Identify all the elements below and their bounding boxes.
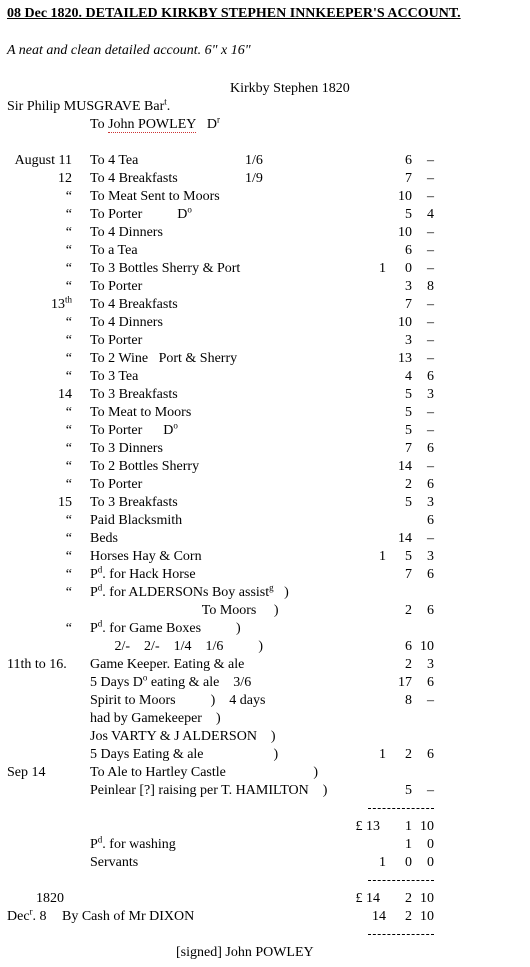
row-pounds: 1 bbox=[379, 747, 386, 762]
row-date: 12 bbox=[58, 171, 72, 186]
row-description: Game Keeper. Eating & ale bbox=[90, 657, 245, 672]
row-pence: – bbox=[427, 423, 434, 438]
row-description: Peinlear [?] raising per T. HAMILTON ) bbox=[90, 783, 328, 798]
row-date: “ bbox=[65, 351, 72, 366]
debtor-sup: t bbox=[164, 96, 167, 107]
subtotal-pounds: £ 13 bbox=[355, 819, 380, 834]
row-shillings: 10 bbox=[398, 315, 412, 330]
row-date: “ bbox=[65, 549, 72, 564]
extra-servants-pence: 0 bbox=[427, 855, 434, 870]
row-pence: 8 bbox=[427, 279, 434, 294]
creditor-line bbox=[90, 116, 220, 134]
row-pence: 6 bbox=[427, 477, 434, 492]
row-description: $P^d$. for ALDERSONs Boy assist$^g$ ) bbox=[90, 582, 289, 600]
creditor-prefix: To bbox=[90, 117, 109, 132]
total-year: 1820 bbox=[36, 891, 64, 906]
payment-date: Dec$^r$. 8 bbox=[7, 906, 47, 924]
row-pence: – bbox=[427, 693, 434, 708]
total-shillings: 2 bbox=[405, 891, 412, 906]
row-description: To 3 Breakfasts bbox=[90, 495, 178, 510]
row-date: “ bbox=[65, 279, 72, 294]
row-shillings: 2 bbox=[405, 747, 412, 762]
row-date: “ bbox=[65, 567, 72, 582]
row-pence: 6 bbox=[427, 513, 434, 528]
row-shillings: 5 bbox=[405, 549, 412, 564]
row-shillings: 2 bbox=[405, 477, 412, 492]
row-description: To Porter bbox=[90, 333, 143, 348]
row-description: Beds bbox=[90, 531, 118, 546]
row-date: 13th bbox=[50, 294, 72, 312]
row-pence: – bbox=[427, 171, 434, 186]
row-date: “ bbox=[65, 405, 72, 420]
row-pounds: 1 bbox=[379, 549, 386, 564]
row-date: “ bbox=[65, 189, 72, 204]
row-pence: – bbox=[427, 297, 434, 312]
subtotal-shillings: 1 bbox=[405, 819, 412, 834]
row-shillings: 7 bbox=[405, 171, 412, 186]
row-shillings: 2 bbox=[405, 603, 412, 618]
row-pence: – bbox=[427, 243, 434, 258]
row-pence: 3 bbox=[427, 387, 434, 402]
row-pence: 6 bbox=[427, 369, 434, 384]
row-description: To Ale to Hartley Castle ) bbox=[90, 765, 319, 780]
subtotal-pence: 10 bbox=[420, 819, 434, 834]
row-shillings: 14 bbox=[398, 531, 412, 546]
row-date: 14 bbox=[58, 387, 72, 402]
row-shillings: 6 bbox=[405, 243, 412, 258]
row-description: To Meat to Moors bbox=[90, 405, 192, 420]
row-date: “ bbox=[65, 585, 72, 600]
row-date: “ bbox=[65, 225, 72, 240]
row-shillings: 3 bbox=[405, 333, 412, 348]
row-date: “ bbox=[65, 441, 72, 456]
row-date: “ bbox=[65, 459, 72, 474]
row-description: To Porter $D^o$ bbox=[90, 420, 178, 438]
debtor-line bbox=[7, 98, 170, 116]
total-pence: 10 bbox=[420, 891, 434, 906]
row-date: August 11 bbox=[14, 153, 72, 168]
payment-pounds: 14 bbox=[372, 909, 386, 924]
debtor-end: . bbox=[166, 99, 171, 114]
row-pence: – bbox=[427, 315, 434, 330]
rule-1 bbox=[368, 808, 434, 809]
row-shillings: 5 bbox=[405, 207, 412, 222]
debtor-name: Sir Philip MUSGRAVE Bar bbox=[7, 99, 165, 114]
extra-washing: $P^d$. for washing bbox=[90, 834, 176, 852]
signature: [signed] John POWLEY bbox=[176, 945, 314, 960]
row-pence: 3 bbox=[427, 549, 434, 564]
creditor-name: John POWLEY bbox=[108, 117, 197, 132]
row-date: 15 bbox=[58, 495, 72, 510]
row-description: Jos VARTY & J ALDERSON ) bbox=[90, 729, 276, 744]
total-pounds: £ 14 bbox=[355, 891, 380, 906]
row-description: To 3 Tea bbox=[90, 369, 139, 384]
row-pence: 6 bbox=[427, 675, 434, 690]
row-description: Paid Blacksmith bbox=[90, 513, 183, 528]
row-pence: 3 bbox=[427, 495, 434, 510]
row-pounds: 1 bbox=[379, 261, 386, 276]
row-description: To 4 Dinners bbox=[90, 225, 163, 240]
payment-shillings: 2 bbox=[405, 909, 412, 924]
row-date: “ bbox=[65, 207, 72, 222]
creditor-dr: D bbox=[206, 117, 217, 132]
row-pence: 3 bbox=[427, 657, 434, 672]
row-description: $P^d$. for Hack Horse bbox=[90, 564, 196, 582]
row-pence: 6 bbox=[427, 747, 434, 762]
row-description: Spirit to Moors ) 4 days bbox=[90, 693, 266, 708]
row-date: “ bbox=[65, 243, 72, 258]
row-description: To Moors ) bbox=[90, 603, 279, 618]
row-description: To Porter bbox=[90, 477, 143, 492]
row-pence: 4 bbox=[427, 207, 434, 222]
row-pence: – bbox=[427, 351, 434, 366]
row-description: To 4 Dinners bbox=[90, 315, 163, 330]
row-date: “ bbox=[65, 477, 72, 492]
row-description: To 2 Bottles Sherry bbox=[90, 459, 200, 474]
row-pence: – bbox=[427, 333, 434, 348]
row-shillings: 7 bbox=[405, 567, 412, 582]
row-pence: – bbox=[427, 405, 434, 420]
row-pence: 10 bbox=[420, 639, 434, 654]
row-description: 5 Days Eating & ale ) bbox=[90, 747, 279, 762]
row-date: “ bbox=[65, 621, 72, 636]
row-shillings: 5 bbox=[405, 783, 412, 798]
row-shillings: 6 bbox=[405, 639, 412, 654]
row-pence: – bbox=[427, 459, 434, 474]
extra-servants-shillings: 0 bbox=[405, 855, 412, 870]
row-shillings: 5 bbox=[405, 423, 412, 438]
page-title: 08 Dec 1820. DETAILED KIRKBY STEPHEN INNKEEPER'S ACCOUNT. bbox=[7, 6, 461, 21]
row-date: 11th to 16. bbox=[7, 657, 67, 672]
extra-washing-shillings: 1 bbox=[405, 837, 412, 852]
row-description: $P^d$. for Game Boxes ) bbox=[90, 618, 241, 636]
row-description: To Porter bbox=[90, 279, 143, 294]
rule-2 bbox=[368, 880, 434, 881]
row-shillings: 7 bbox=[405, 297, 412, 312]
row-date: “ bbox=[65, 423, 72, 438]
row-description: To Meat Sent to Moors bbox=[90, 189, 220, 204]
row-shillings: 4 bbox=[405, 369, 412, 384]
row-shillings: 10 bbox=[398, 189, 412, 204]
payment-desc: By Cash of Mr DIXON bbox=[62, 909, 195, 924]
row-pence: – bbox=[427, 783, 434, 798]
row-description: To 4 Breakfasts bbox=[90, 171, 178, 186]
row-description: 2/- 2/- 1/4 1/6 ) bbox=[90, 639, 264, 654]
row-shillings: 8 bbox=[405, 693, 412, 708]
row-pence: 6 bbox=[427, 567, 434, 582]
row-pence: – bbox=[427, 261, 434, 276]
row-pence: – bbox=[427, 225, 434, 240]
row-date: “ bbox=[65, 315, 72, 330]
row-description: had by Gamekeeper ) bbox=[90, 711, 221, 726]
row-date: “ bbox=[65, 531, 72, 546]
row-date: Sep 14 bbox=[7, 765, 46, 780]
row-description: To 4 Breakfasts bbox=[90, 297, 178, 312]
row-description: Horses Hay & Corn bbox=[90, 549, 202, 564]
row-description: To a Tea bbox=[90, 243, 138, 258]
row-unit-price: 1/6 bbox=[245, 153, 263, 168]
row-pence: 6 bbox=[427, 603, 434, 618]
extra-washing-pence: 0 bbox=[427, 837, 434, 852]
row-shillings: 10 bbox=[398, 225, 412, 240]
row-description: 5 Days $D^o$ eating & ale 3/6 bbox=[90, 672, 252, 690]
row-date: “ bbox=[65, 261, 72, 276]
row-date: “ bbox=[65, 513, 72, 528]
row-description: To 3 Breakfasts bbox=[90, 387, 178, 402]
row-shillings: 5 bbox=[405, 387, 412, 402]
place-year: Kirkby Stephen 1820 bbox=[230, 81, 350, 96]
rule-3 bbox=[368, 934, 434, 935]
item-description: A neat and clean detailed account. 6" x 16" bbox=[7, 43, 251, 58]
row-shillings: 5 bbox=[405, 405, 412, 420]
row-description: To 3 Dinners bbox=[90, 441, 163, 456]
row-date: “ bbox=[65, 369, 72, 384]
extra-servants: Servants bbox=[90, 855, 139, 870]
row-shillings: 5 bbox=[405, 495, 412, 510]
payment-pence: 10 bbox=[420, 909, 434, 924]
row-shillings: 6 bbox=[405, 153, 412, 168]
row-pence: – bbox=[427, 531, 434, 546]
creditor-dr-sup: r bbox=[216, 114, 220, 125]
row-description: To 2 Wine Port & Sherry bbox=[90, 351, 238, 366]
row-unit-price: 1/9 bbox=[245, 171, 263, 186]
row-description: To 4 Tea bbox=[90, 153, 139, 168]
extra-servants-pounds: 1 bbox=[379, 855, 386, 870]
row-date: “ bbox=[65, 333, 72, 348]
row-shillings: 3 bbox=[405, 279, 412, 294]
row-shillings: 14 bbox=[398, 459, 412, 474]
row-shillings: 13 bbox=[398, 351, 412, 366]
row-shillings: 17 bbox=[398, 675, 412, 690]
row-description: To Porter $D^o$ bbox=[90, 204, 192, 222]
row-shillings: 2 bbox=[405, 657, 412, 672]
row-pence: 6 bbox=[427, 441, 434, 456]
row-pence: – bbox=[427, 189, 434, 204]
row-shillings: 0 bbox=[405, 261, 412, 276]
row-pence: – bbox=[427, 153, 434, 168]
row-shillings: 7 bbox=[405, 441, 412, 456]
row-description: To 3 Bottles Sherry & Port bbox=[90, 261, 241, 276]
